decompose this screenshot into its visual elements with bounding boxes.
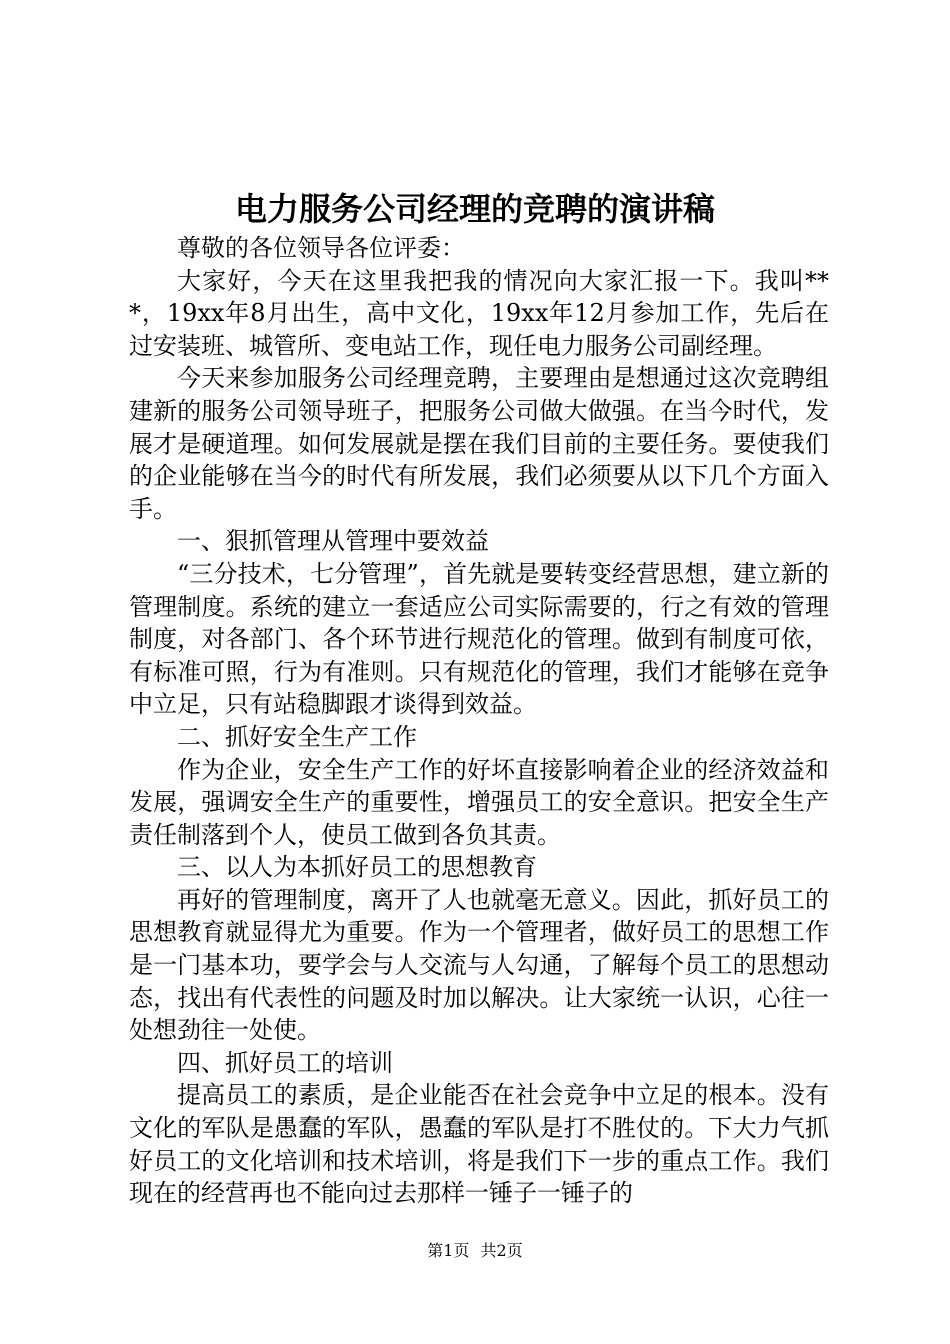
paragraph-training: 提高员工的素质，是企业能否在社会竞争中立足的根本。没有文化的军队是愚蠢的军队，愚蠢的军队是打不胜仗的。下大力气抓好员工的文化培训和技术培训，将是我们下一步的重点工作。我们现在的经营再也不能向过去那样一锤子一锤子的 [129,1081,829,1208]
document-title: 电力服务公司经理的竞聘的演讲稿 [234,190,715,228]
section-heading-management: 一、狠抓管理从管理中要效益 [177,527,489,556]
section-heading-safety: 二、抓好安全生产工作 [177,722,417,751]
page-footer [0,1240,950,1262]
paragraph-reason: 今天来参加服务公司经理竞聘，主要理由是想通过这次竞聘组建新的服务公司领导班子，把服务公司做大做强。在当今时代，发展才是硬道理。如何发展就是摆在我们目前的主要任务。要使我们的企业能够在当今的时代有所发展，我们必须要从以下几个方面入手。 [129,364,829,523]
paragraph-management: “三分技术，七分管理”，首先就是要转变经营思想，建立新的管理制度。系统的建立一套适应公司实际需要的，行之有效的管理制度，对各部门、各个环节进行规范化的管理。做到有制度可依，有标准可照，行为有准则。只有规范化的管理，我们才能够在竞争中立足，只有站稳脚跟才谈得到效益。 [129,559,829,719]
page-number: 第1页 [427,1241,470,1260]
document-body [129,232,829,1210]
paragraph-introduction: 大家好，今天在这里我把我的情况向大家汇报一下。我叫***，19xx年8月出生，高中文化，19xx年12月参加工作，先后在过安装班、城管所、变电站工作，现任电力服务公司副经理。 [129,266,829,360]
page-total: 共2页 [480,1241,523,1260]
section-heading-education: 三、以人为本抓好员工的思想教育 [177,853,537,882]
salutation: 尊敬的各位领导各位评委： [177,234,465,262]
section-heading-training: 四、抓好员工的培训 [177,1048,393,1077]
paragraph-education: 再好的管理制度，离开了人也就毫无意义。因此，抓好员工的思想教育就显得尤为重要。作为一个管理者，做好员工的思想工作是一门基本功，要学会与人交流与人勾通，了解每个员工的思想动态，找出有代表性的问题及时加以解决。让大家统一认识，心往一处想劲往一处使。 [129,885,829,1045]
paragraph-safety: 作为企业，安全生产工作的好坏直接影响着企业的经济效益和发展，强调安全生产的重要性，增强员工的安全意识。把安全生产责任制落到个人，使员工做到各负其责。 [129,755,829,849]
